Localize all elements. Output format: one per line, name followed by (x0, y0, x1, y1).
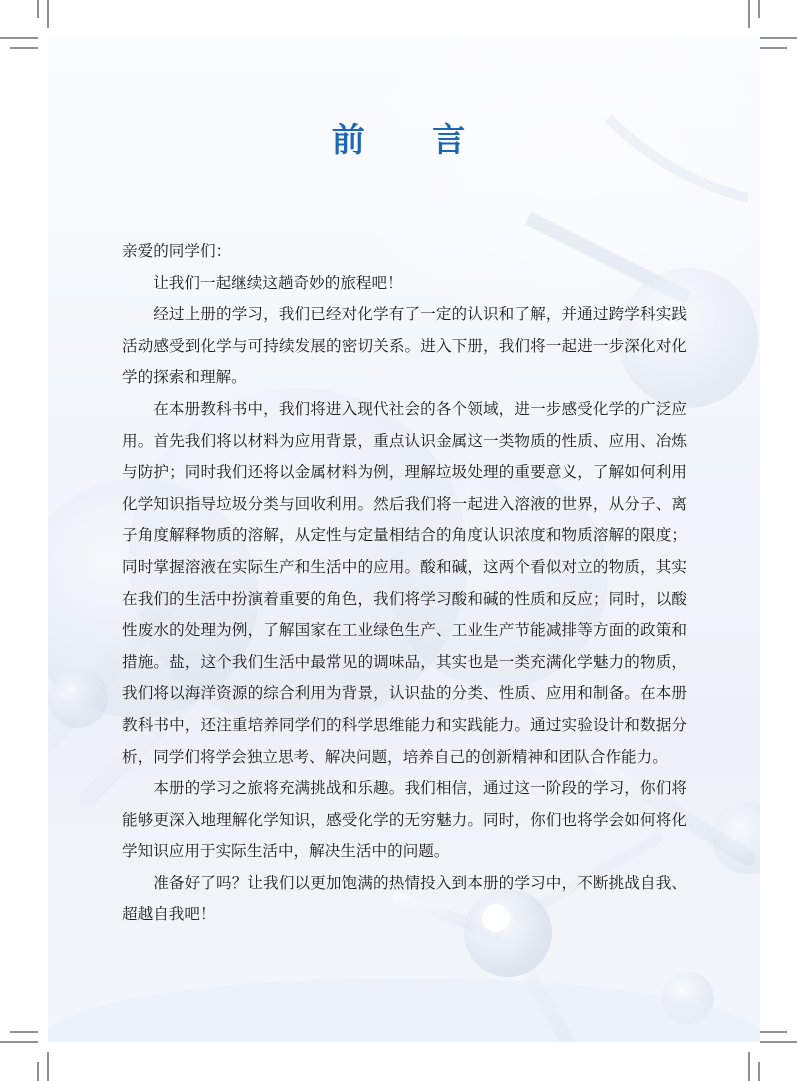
paragraph: 经过上册的学习，我们已经对化学有了一定的认识和了解，并通过跨学科实践活动感受到化学与可持续发展的密切关系。进入下册，我们将一起进一步深化对化学的探索和理解。 (122, 305, 687, 387)
paragraph: 准备好了吗？让我们以更加饱满的热情投入到本册的学习中，不断挑战自我、超越自我吧！ (122, 873, 687, 924)
salutation: 亲爱的同学们： (122, 242, 232, 260)
paragraph: 本册的学习之旅将充满挑战和乐趣。我们相信，通过这一阶段的学习，你们将能够更深入地理解化学知识，感受化学的无穷魅力。同时，你们也将学会如何将化学知识应用于实际生活中，解决生活中的问题。 (122, 779, 687, 861)
page-title: 前 言 (331, 120, 494, 159)
paragraph: 让我们一起继续这趟奇妙的旅程吧！ (153, 273, 403, 292)
preface-body (122, 236, 687, 931)
paragraph: 在本册教科书中，我们将进入现代社会的各个领域，进一步感受化学的广泛应用。首先我们将以材料为应用背景，重点认识金属这一类物质的性质、应用、冶炼与防护；同时我们还将以金属材料为例，理解垃圾处理的重要意义，了解如何利用化学知识指导垃圾分类与回收利用。然后我们将一起进入溶液的世界，从分子、离子角度解释物质的溶解，从定性与定量相结合的角度认识浓度和物质溶解的限度；同时掌握溶液在实际生产和生活中的应用。酸和碱，这两个看似对立的物质，其实在我们的生活中扮演着重要的角色，我们将学习酸和碱的性质和反应；同时，以酸性废水的处理为例，了解国家在工业绿色生产、工业生产节能减排等方面的政策和措施。盐，这个我们生活中最常见的调味品，其实也是一类充满化学魅力的物质，我们将以海洋资源的综合利用为背景，认识盐的分类、性质、应用和制备。在本册教科书中，还注重培养同学们的科学思维能力和实践能力。通过实验设计和数据分析，同学们将学会独立思考、解决问题，培养自己的创新精神和团队合作能力。 (122, 399, 687, 766)
